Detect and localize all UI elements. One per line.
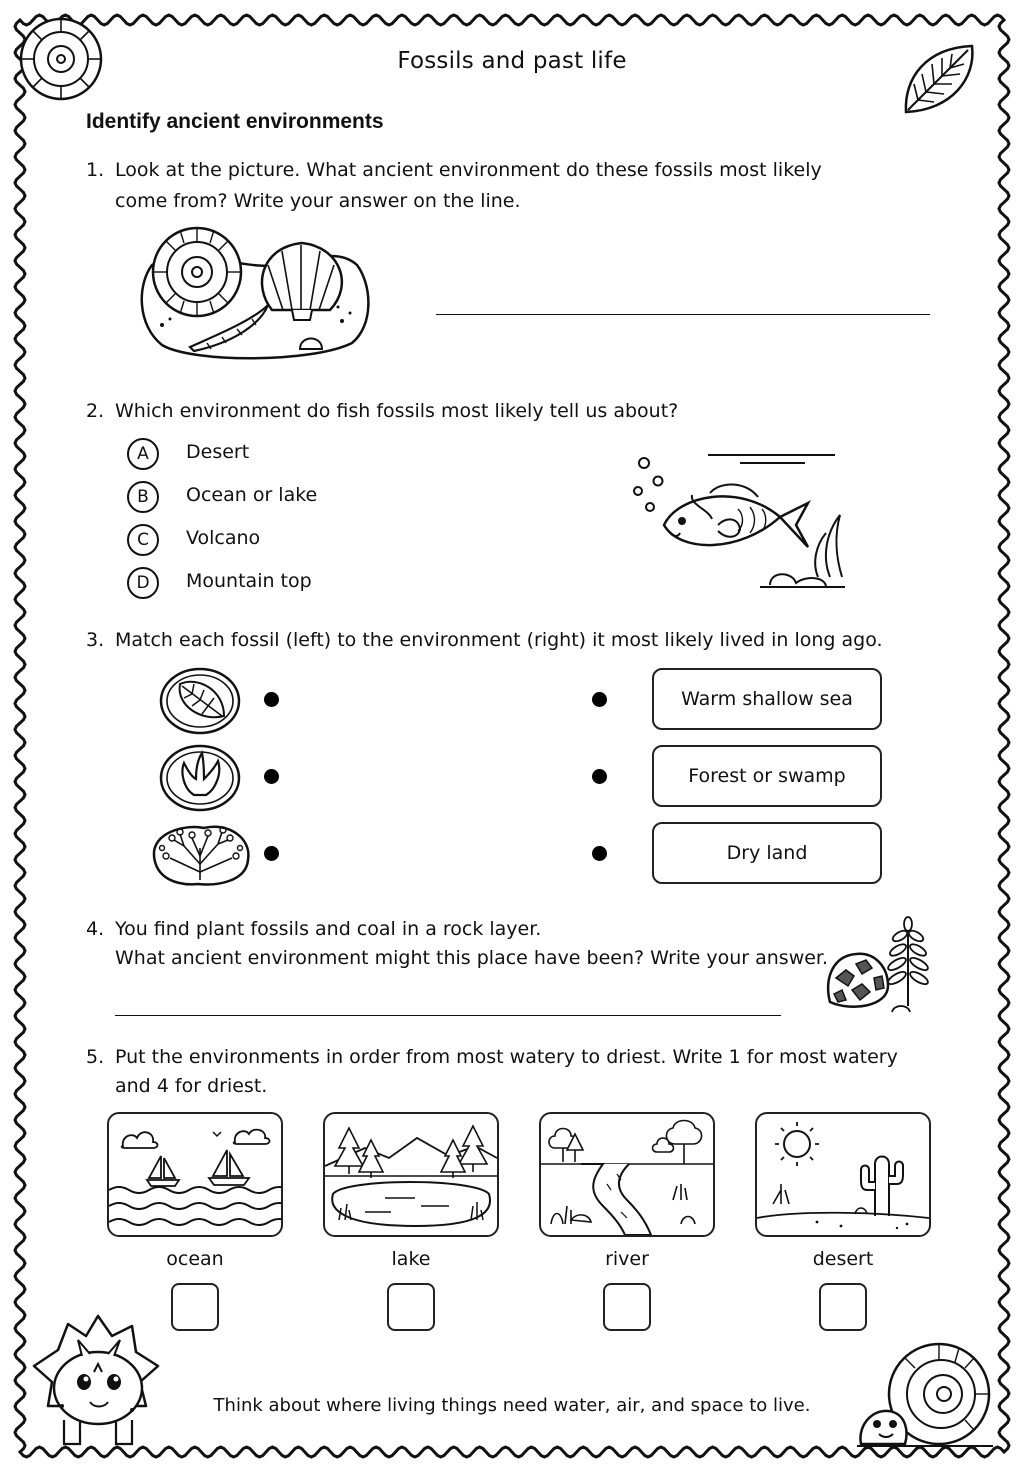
option-letter-circle[interactable]: D	[127, 567, 159, 599]
scene-label-river: river	[605, 1248, 649, 1270]
question-number: 1.	[86, 159, 105, 181]
option-text: Desert	[186, 441, 250, 463]
order-box-lake[interactable]	[387, 1283, 435, 1331]
match-dot-left[interactable]	[264, 692, 279, 707]
question-number: 5.	[86, 1046, 105, 1068]
question-text: Which environment do fish fossils most likely tell us about?	[115, 400, 679, 422]
fish-icon	[620, 445, 845, 595]
match-dot-right[interactable]	[592, 846, 607, 861]
question-number: 2.	[86, 400, 105, 422]
question-number: 4.	[86, 918, 105, 940]
section-heading: Identify ancient environments	[86, 110, 384, 133]
option-text: Volcano	[186, 527, 261, 549]
match-dot-left[interactable]	[264, 846, 279, 861]
answer-line-q4[interactable]	[115, 1015, 781, 1016]
question-text: Match each fossil (left) to the environment (right) it most likely lived in long ago.	[115, 629, 883, 651]
question-text-line: Put the environments in order from most watery to driest. Write 1 for most watery	[115, 1046, 898, 1068]
order-box-river[interactable]	[603, 1283, 651, 1331]
question-text-line: and 4 for driest.	[115, 1075, 268, 1097]
question-number: 3.	[86, 629, 105, 651]
answer-line-q1[interactable]	[436, 314, 930, 315]
lake-scene	[323, 1112, 499, 1237]
question-text-line: Look at the picture. What ancient environment do these fossils most likely	[115, 159, 822, 181]
match-dot-right[interactable]	[592, 692, 607, 707]
option-letter-circle[interactable]: C	[127, 524, 159, 556]
environment-box-dry-land[interactable]: Dry land	[652, 822, 882, 884]
environment-box-warm-shallow-sea[interactable]: Warm shallow sea	[652, 668, 882, 730]
leaf-fossil-icon[interactable]	[158, 666, 243, 736]
footprint-fossil-icon[interactable]	[158, 743, 243, 813]
option-text: Ocean or lake	[186, 484, 318, 506]
order-box-ocean[interactable]	[171, 1283, 219, 1331]
match-dot-left[interactable]	[264, 769, 279, 784]
environment-box-forest-or-swamp[interactable]: Forest or swamp	[652, 745, 882, 807]
fossil-rock-icon	[132, 225, 377, 365]
scene-label-lake: lake	[391, 1248, 431, 1270]
ocean-scene	[107, 1112, 283, 1237]
match-dot-right[interactable]	[592, 769, 607, 784]
coral-fossil-icon[interactable]	[146, 820, 256, 890]
question-text-line: come from? Write your answer on the line.	[115, 190, 521, 212]
scene-label-desert: desert	[812, 1248, 874, 1270]
footer-hint: Think about where living things need water, air, and space to live.	[213, 1395, 811, 1416]
question-text-line: What ancient environment might this place have been? Write your answer.	[115, 947, 829, 969]
triceratops-icon	[28, 1310, 168, 1450]
desert-scene	[755, 1112, 931, 1237]
worksheet-title: Fossils and past life	[397, 48, 627, 74]
option-letter-circle[interactable]: B	[127, 481, 159, 513]
question-text-line: You find plant fossils and coal in a rock layer.	[115, 918, 542, 940]
coal-rock-icon	[822, 916, 942, 1016]
river-scene	[539, 1112, 715, 1237]
order-box-desert[interactable]	[819, 1283, 867, 1331]
option-letter-circle[interactable]: A	[127, 438, 159, 470]
scene-label-ocean: ocean	[166, 1248, 224, 1270]
option-text: Mountain top	[186, 570, 312, 592]
